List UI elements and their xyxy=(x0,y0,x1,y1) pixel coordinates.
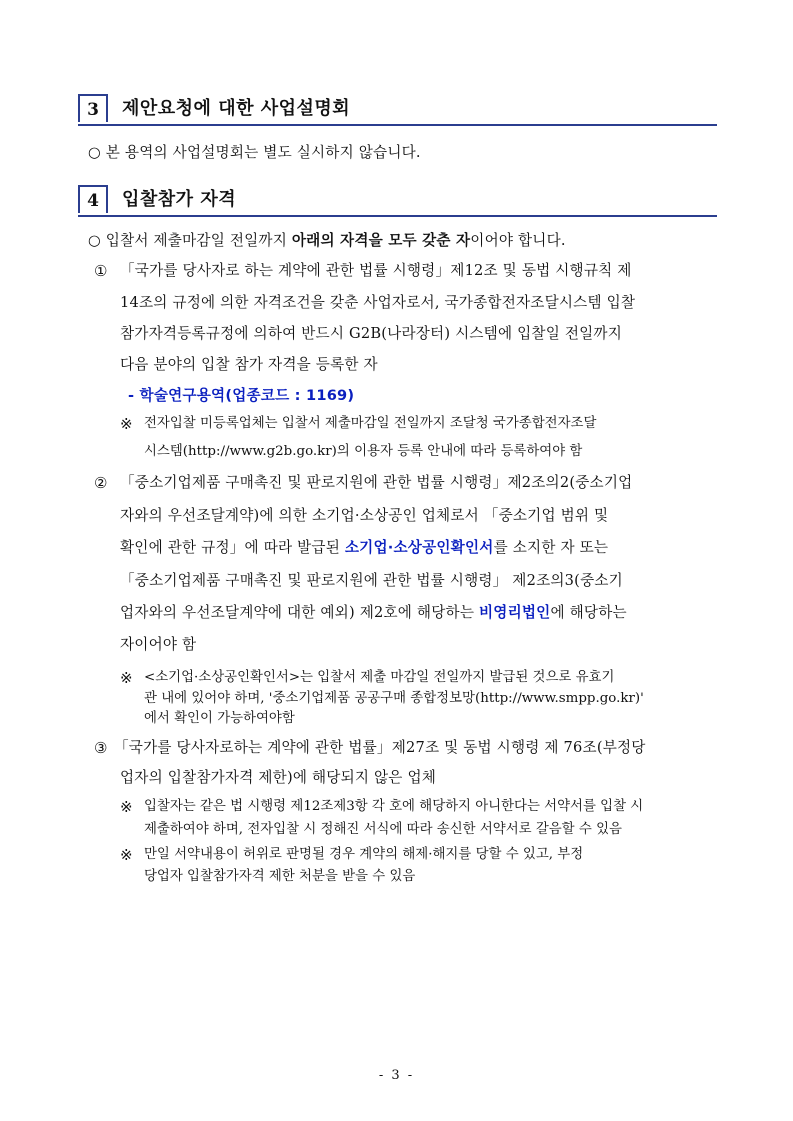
item2-line: 「중소기업제품 구매촉진 및 판로지원에 관한 법률 시행령」 제2조의3(중소기 xyxy=(120,572,623,589)
item-marker-1: ① xyxy=(94,262,108,280)
note-marker: ※ xyxy=(120,415,133,433)
item3-line: 「국가를 당사자로하는 계약에 관한 법률」제27조 및 동법 시행령 제 76조(부정당 xyxy=(114,739,646,756)
section-title: 제안요청에 대한 사업설명회 xyxy=(122,98,351,119)
intro-text-end: 이어야 합니다. xyxy=(470,232,566,249)
section-heading-3 xyxy=(78,94,717,126)
section-number: 4 xyxy=(78,185,108,213)
item1-line: 「국가를 당사자로 하는 계약에 관한 법률 시행령」제12조 및 동법 시행규칙 제 xyxy=(120,262,632,279)
note-line: 시스템(http://www.g2b.go.kr)의 이용자 등록 안내에 따라 등록하여야 함 xyxy=(144,444,583,459)
highlight-nonprofit: 비영리법인 xyxy=(478,604,551,621)
item2-line: 「중소기업제품 구매촉진 및 판로지원에 관한 법률 시행령」제2조의2(중소기업 xyxy=(120,474,633,491)
paragraph: ○ 본 용역의 사업설명회는 별도 실시하지 않습니다. xyxy=(88,144,421,161)
section-heading-4 xyxy=(78,185,717,217)
page-number: - 3 - xyxy=(378,1068,415,1083)
highlight-certificate: 소기업·소상공인확인서 xyxy=(344,539,494,556)
note-marker: ※ xyxy=(120,669,133,687)
note-line: 관 내에 있어야 하며, '중소기업제품 공공구매 종합정보망(http://www.smpp.go.kr)' xyxy=(144,691,644,706)
item-marker-3: ③ xyxy=(94,739,108,757)
note-marker: ※ xyxy=(120,846,133,864)
text-segment: 확인에 관한 규정」에 따라 발급된 xyxy=(120,539,345,556)
note-line: 만일 서약내용이 허위로 판명될 경우 계약의 해제·해지를 당할 수 있고, 부정 xyxy=(144,847,584,862)
note-line: 에서 확인이 가능하여야함 xyxy=(144,711,295,726)
item2-line xyxy=(120,538,608,558)
note-line: 당업자 입찰참가자격 제한 처분을 받을 수 있음 xyxy=(144,869,416,884)
item-marker-2: ② xyxy=(94,474,108,492)
note-line: 제출하여야 하며, 전자입찰 시 정해진 서식에 따라 송신한 서약서로 갈음할 수 있음 xyxy=(144,822,622,837)
note-line: 전자입찰 미등록업체는 입찰서 제출마감일 전일까지 조달청 국가종합전자조달 xyxy=(144,416,597,431)
item2-line: 자이어야 함 xyxy=(120,636,197,653)
text-segment: 를 소지한 자 또는 xyxy=(493,539,609,556)
item3-line: 업자의 입찰참가자격 제한)에 해당되지 않은 업체 xyxy=(120,769,437,786)
section-number: 3 xyxy=(78,94,108,122)
intro-text: ○ 입찰서 제출마감일 전일까지 xyxy=(88,232,292,249)
section-title: 입찰참가 자격 xyxy=(122,189,237,210)
text-segment: 업자와의 우선조달계약에 대한 예외) 제2호에 해당하는 xyxy=(120,604,479,621)
item1-line: 14조의 규정에 의한 자격조건을 갖춘 사업자로서, 국가종합전자조달시스템 입찰 xyxy=(120,294,636,311)
note-line: 입찰자는 같은 법 시행령 제12조제3항 각 호에 해당하지 아니한다는 서약서를 입찰 시 xyxy=(144,799,644,814)
item1-line: 다음 분야의 입찰 참가 자격을 등록한 자 xyxy=(120,356,378,373)
note-line: <소기업·소상공인확인서>는 입찰서 제출 마감일 전일까지 발급된 것으로 유효기 xyxy=(144,670,615,685)
industry-code: - 학술연구용역(업종코드 : 1169) xyxy=(128,387,355,404)
intro-paragraph xyxy=(88,231,566,251)
note-marker: ※ xyxy=(120,798,133,816)
text-segment: 에 해당하는 xyxy=(550,604,627,621)
intro-bold-text: 아래의 자격을 모두 갖춘 자 xyxy=(291,232,471,249)
item1-line: 참가자격등록규정에 의하여 반드시 G2B(나라장터) 시스템에 입찰일 전일까지 xyxy=(120,325,623,342)
item2-line xyxy=(120,603,627,623)
item2-line: 자와의 우선조달계약)에 의한 소기업·소상공인 업체로서 「중소기업 범위 및 xyxy=(120,507,609,524)
